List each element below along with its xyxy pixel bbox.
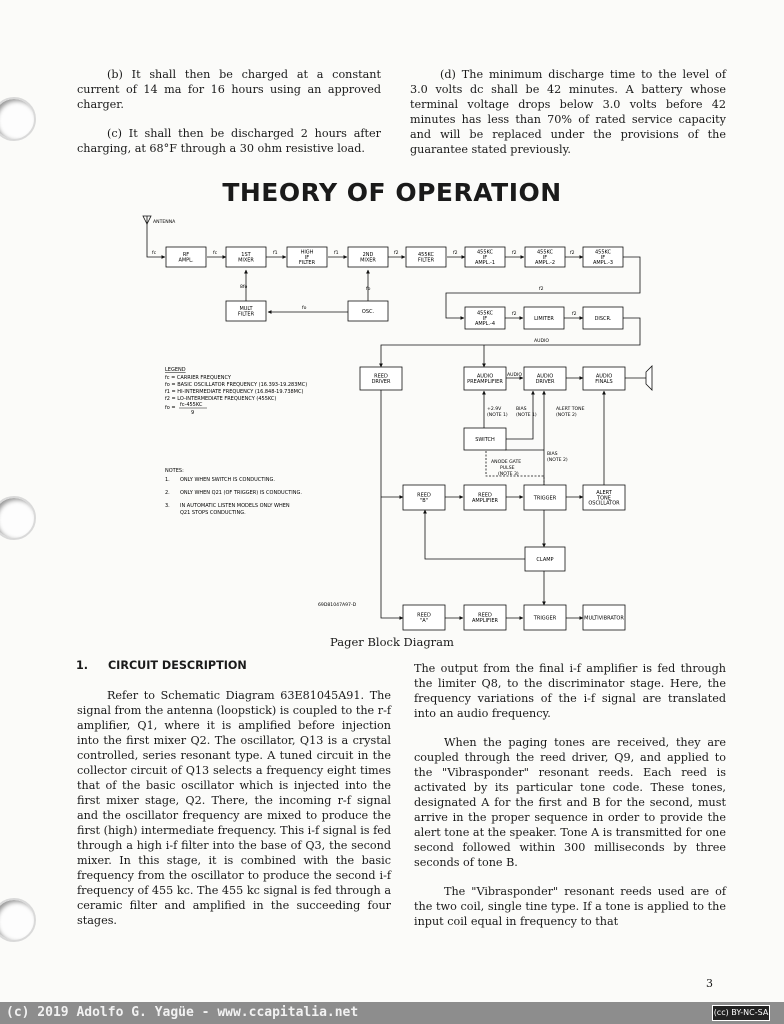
block-reeda-label: "A" <box>419 618 429 624</box>
signal-label-fo: fo <box>366 287 371 292</box>
block-reedampa-label: AMPLIFIER <box>472 618 498 624</box>
note-1-num: 1. <box>165 477 170 483</box>
block-adrv <box>524 367 566 390</box>
block-hif-label: IF <box>304 254 310 261</box>
block-triga <box>524 605 566 630</box>
block-afin-label: AUDIO <box>595 373 613 380</box>
label-bias-2: BIAS <box>547 452 558 457</box>
formula-denominator: 9 <box>191 410 195 416</box>
block-alerttone-label: OSCILLATOR <box>588 500 620 507</box>
drawing-number: 69D81047A97-D <box>318 603 357 608</box>
note-2-num: 2. <box>165 490 170 496</box>
paragraph-b: (b) It shall then be charged at a constant current of 14 ma for 16 hours using an approved charger. <box>77 68 381 111</box>
block-limiter <box>524 307 564 329</box>
block-discr-label: DISCR. <box>594 315 612 322</box>
block-alerttone-label: ALERT <box>596 489 612 496</box>
block-hif-label: FILTER <box>298 260 316 267</box>
signal-label-f2: f2 <box>570 251 575 256</box>
block-mult-label: MULT <box>239 306 253 313</box>
block-osc-label: OSC. <box>361 308 375 315</box>
block-alerttone <box>583 485 625 510</box>
block-if4 <box>465 307 505 329</box>
block-trigb-label: TRIGGER <box>533 495 557 502</box>
legend-item-4: f2 = LO-INTERMEDIATE FREQUENCY (455KC) <box>165 396 277 402</box>
block-if2-label: 455KC <box>536 249 554 256</box>
legend-heading: LEGEND <box>165 367 186 373</box>
block-hif-label: HIGH <box>300 249 314 256</box>
block-if2-label: AMPL.-2 <box>534 260 556 267</box>
label-bias-2-note: (NOTE 2) <box>547 458 568 463</box>
block-apre-label: AUDIO <box>476 373 494 380</box>
label-alert-tone: ALERT TONE <box>556 407 585 412</box>
body-left-column <box>77 688 391 942</box>
license-badge: (cc) BY-NC-SA <box>712 1005 770 1021</box>
legend-item-2: fo = BASIC OSCILLATOR FREQUENCY (16.393-19.283MC) <box>165 382 308 388</box>
formula-numerator: fc-455KC <box>180 402 203 408</box>
signal-label-fo: fo <box>302 306 307 311</box>
block-mult-label: FILTER <box>237 311 255 318</box>
speaker-icon <box>646 366 652 390</box>
block-afin <box>583 367 625 390</box>
signal-label-audio: AUDIO <box>507 373 523 378</box>
signal-label-f2: f2 <box>539 287 544 292</box>
section-title: CIRCUIT DESCRIPTION <box>107 659 247 672</box>
note-3-text: IN AUTOMATIC LISTEN MODELS ONLY WHEN <box>180 503 290 509</box>
block-if3 <box>583 247 623 267</box>
footer-credit: (c) 2019 Adolfo G. Yagüe - www.ccapitalia.net <box>6 1005 359 1020</box>
block-reedb <box>403 485 445 510</box>
legend-item-1: fc = CARRIER FREQUENCY <box>165 375 231 381</box>
block-limiter-label: LIMITER <box>534 315 554 322</box>
block-if1-label: AMPL.-1 <box>474 260 496 267</box>
block-f455 <box>406 247 446 267</box>
body-left-paragraph: Refer to Schematic Diagram 63E81045A91. The signal from the antenna (loopstick) is coupled to the r-f amplifier, Q1, where it is amplified before injection into the first mixer Q2. The oscillator, Q13 is a crystal controlled, series resonant type. A tuned circuit in the collector circuit of Q13 selects a frequency eight times that of the basic oscillator which is injected into the first mixer stage, Q2. There, the incoming r-f signal and the oscillator frequency are mixed to produce the first (high) intermediate frequency. This i-f signal is fed through a high i-f filter into the base of Q3, the second mixer. In this stage, it is combined with the basic frequency from the oscillator to produce the second i-f frequency of 455 kc. The 455 kc signal is fed through a ceramic filter and amplified in the succeeding four stages. <box>77 689 391 927</box>
block-osc <box>348 301 388 321</box>
section-heading <box>76 659 247 672</box>
block-if4-label: 455KC <box>476 310 494 317</box>
block-mixer1 <box>226 247 266 267</box>
body-right-paragraph-1: The output from the final i-f amplifier is fed through the limiter Q8, to the discriminator stage. Here, the frequency variations of the i-f signal are translated into an audio frequency. <box>414 662 726 720</box>
anode-gate-pulse-path <box>486 451 544 485</box>
diagram-caption: Pager Block Diagram <box>330 635 454 649</box>
block-adrv-label: AUDIO <box>536 373 554 380</box>
block-if1-label: 455KC <box>476 249 494 256</box>
label-anode-note: (NOTE 3) <box>498 472 519 477</box>
block-reeda <box>403 605 445 630</box>
block-if1-label: IF <box>482 254 488 261</box>
block-clamp <box>525 547 565 571</box>
signal-label-fc: fc <box>152 251 157 256</box>
page-number: 3 <box>706 977 713 990</box>
block-if3-label: IF <box>600 254 606 261</box>
block-clamp-label: CLAMP <box>536 556 554 563</box>
signal-label-f2: f2 <box>394 251 399 256</box>
block-switch-label: SWITCH <box>475 436 495 443</box>
block-mixer1-label: 1ST <box>241 252 251 259</box>
body-right-paragraph-2: When the paging tones are received, they are coupled through the reed driver, Q9, and applied to the "Vibrasponder" resonant reeds. Each reed is activated by its particular tone code. These tones, designated A for the first and B for the second, must arrive in the proper sequence in order to provide the alert tone at the speaker. Tone A is transmitted for one second followed within 300 milliseconds by three seconds of tone B. <box>414 736 726 869</box>
block-if2 <box>525 247 565 267</box>
block-reeddrv-label: REED <box>374 373 388 380</box>
block-reeddrv <box>360 367 402 390</box>
note-2-text: ONLY WHEN Q21 (OF TRIGGER) IS CONDUCTING. <box>180 490 302 496</box>
signal-label-f1: f1 <box>334 251 339 256</box>
block-reeddrv-label: DRIVER <box>371 379 391 385</box>
label-alert-tone-note: (NOTE 2) <box>556 413 577 418</box>
page-title: THEORY OF OPERATION <box>222 178 562 207</box>
signal-label-f2: f2 <box>572 312 577 317</box>
label-bias-1-note: (NOTE 1) <box>516 413 537 418</box>
signal-label-fc: fc <box>213 251 218 256</box>
note-3-num: 3. <box>165 503 170 509</box>
label-anode-pulse: PULSE <box>500 466 515 471</box>
block-rf-label: AMPL. <box>178 257 194 264</box>
block-rf <box>166 247 206 267</box>
footer-bar <box>0 1002 784 1024</box>
block-apre-label: PREAMPLIFIER <box>467 379 503 385</box>
block-rf-label: RF <box>182 252 190 259</box>
block-alerttone-label: TONE <box>597 495 611 502</box>
label-anode-gate: ANODE GATE <box>491 460 522 465</box>
block-mixer2-label: 2ND <box>362 252 374 259</box>
body-right-column <box>414 661 726 943</box>
block-reedampa <box>464 605 506 630</box>
paragraph-d: (d) The minimum discharge time to the level of 3.0 volts dc shall be 42 minutes. A battery whose terminal voltage drops below 3.0 volts before 42 minutes has less than 70% of rated service capacity and will be replaced under the provisions of the guarantee stated previously. <box>410 68 726 156</box>
block-if4-label: IF <box>482 315 488 322</box>
label-bias-1: BIAS <box>516 407 527 412</box>
block-discr <box>583 307 623 329</box>
signal-label-f1: f1 <box>273 251 278 256</box>
block-adrv-label: DRIVER <box>535 379 555 385</box>
block-switch <box>464 428 506 450</box>
signal-label-f2: f2 <box>512 312 517 317</box>
body-right-paragraph-3: The "Vibrasponder" resonant reeds used are of the two coil, single tine type. If a tone is applied to the input coil equal in frequency to that <box>414 885 726 928</box>
block-reedb-label: REED <box>417 492 431 499</box>
label-v29: +2.9V <box>487 407 502 412</box>
block-reedampb <box>464 485 506 510</box>
antenna-label: ANTENNA <box>153 220 176 225</box>
block-mixer2-label: MIXER <box>360 257 376 264</box>
block-hif <box>287 247 327 267</box>
block-reedb-label: "B" <box>419 498 429 504</box>
block-apre <box>464 367 506 390</box>
block-if3-label: AMPL.-3 <box>592 260 614 267</box>
note-3-text-cont: Q21 STOPS CONDUCTING. <box>180 510 246 516</box>
section-number: 1. <box>76 659 89 672</box>
legend-item-3: f1 = HI-INTERMEDIATE FREQUENCY (16.848-19.738MC) <box>165 389 304 395</box>
block-multivib-label: MULTIVIBRATOR <box>584 615 624 622</box>
block-mixer2 <box>348 247 388 267</box>
block-mult <box>226 301 266 321</box>
block-reedampa-label: REED <box>478 612 492 619</box>
block-if1 <box>465 247 505 267</box>
signal-label-eight_fo: 8fo <box>240 285 248 290</box>
block-mixer1-label: MIXER <box>238 257 254 264</box>
block-if3-label: 455KC <box>594 249 612 256</box>
signal-label-audio: AUDIO <box>534 339 550 344</box>
block-reeda-label: REED <box>417 612 431 619</box>
notes-heading: NOTES: <box>165 468 184 474</box>
signal-label-f2: f2 <box>512 251 517 256</box>
block-reedampb-label: REED <box>478 492 492 499</box>
signal-label-f2: f2 <box>453 251 458 256</box>
diagram-blocks <box>166 247 625 630</box>
paragraph-c: (c) It shall then be discharged 2 hours after charging, at 68°F through a 30 ohm resistive load. <box>77 127 381 155</box>
note-1-text: ONLY WHEN SWITCH IS CONDUCTING. <box>180 477 275 483</box>
block-if4-label: AMPL.-4 <box>474 321 496 328</box>
block-if2-label: IF <box>542 254 548 261</box>
block-f455-label: 455KC <box>417 252 435 259</box>
formula-lhs: fo = <box>165 405 176 411</box>
label-v29-note: (NOTE 1) <box>487 413 508 418</box>
block-f455-label: FILTER <box>417 257 435 264</box>
block-multivib <box>583 605 625 630</box>
block-reedampb-label: AMPLIFIER <box>472 498 498 504</box>
block-trigb <box>524 485 566 510</box>
block-triga-label: TRIGGER <box>533 615 557 622</box>
block-afin-label: FINALS <box>595 379 613 385</box>
